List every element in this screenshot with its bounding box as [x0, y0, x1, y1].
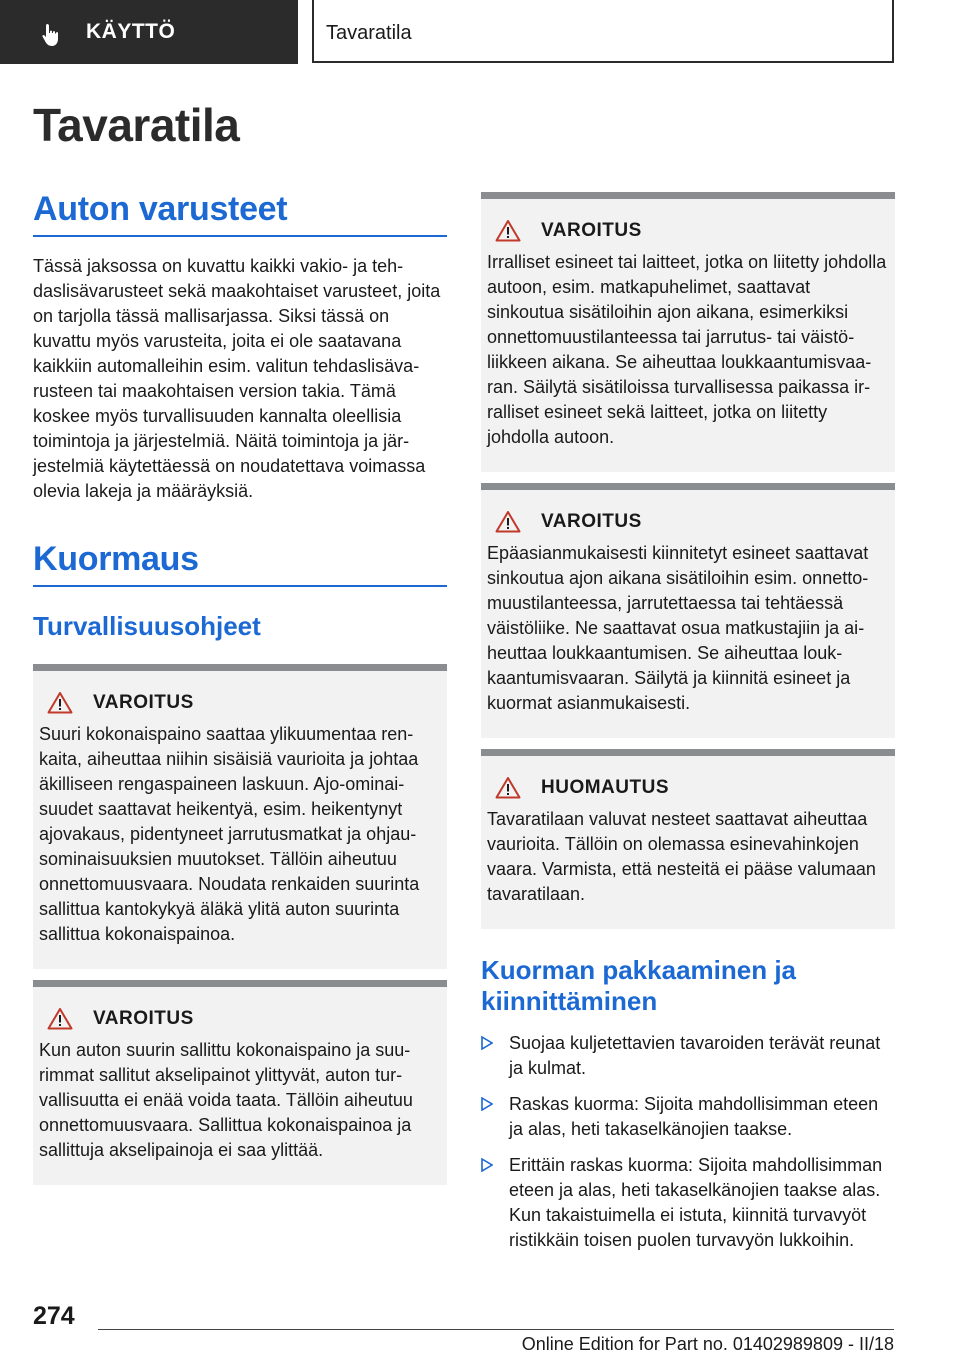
warning-label: VAROITUS: [93, 1007, 194, 1029]
warning-triangle-icon: [495, 510, 521, 533]
step-triangle-icon: [481, 1158, 493, 1172]
page-number: 274: [33, 1302, 75, 1330]
section-tab: [0, 0, 298, 64]
hand-pointer-icon: [40, 22, 66, 48]
step-triangle-icon: [481, 1097, 493, 1111]
warning-label: VAROITUS: [541, 510, 642, 532]
step-list: [481, 1031, 895, 1253]
list-item: [481, 1031, 895, 1081]
warning-text: Irralliset esineet tai laitteet, jotka on liitetty johdolla autoon, esim. matkapuhelimet, saattavat sinkoutua sisätiloihin ajon aikana, esimerkiksi onnettomuustilanteessa tai jarrutus- tai väistöliikkeen aikana. Se aiheuttaa loukkaantumisvaaran. Säilytä sisätiloissa turvallisessa paikassa irralliset esineet sekä laitteet, jotka on liitetty johdolla autoon.: [487, 252, 887, 447]
notice-text: Tavaratilaan valuvat nesteet saattavat aiheuttaa vaurioita. Tällöin on olemassa esinevahinkojen vaara. Varmista, että nesteitä ei pääse valumaan tavaratilaan.: [487, 809, 876, 904]
equipment-heading: Auton varusteet: [33, 190, 447, 237]
right-column: [481, 190, 895, 1264]
warning-text: Kun auton suurin sallittu kokonaispaino ja suurimmat sallitut akselipainot ylittyvät, auton turvallisuutta ei enää voida taata. Tällöin aiheutuu onnettomuusvaara. Sallittua kokonaispainoa ja sallittuja akselipainoja ei saa ylittää.: [39, 1040, 413, 1160]
loading-heading: Kuormaus: [33, 540, 447, 587]
list-item: [481, 1153, 895, 1253]
warning-label: VAROITUS: [541, 219, 642, 241]
warning-box: [481, 483, 895, 738]
notice-box: [481, 749, 895, 929]
section-label: KÄYTTÖ: [86, 20, 176, 43]
topic-label: Tavaratila: [326, 22, 412, 44]
warning-label: VAROITUS: [93, 691, 194, 713]
step-text: Raskas kuorma: Sijoita mahdollisimman eteen ja alas, heti takaselkänojien taakse.: [509, 1094, 879, 1139]
left-column: [33, 190, 447, 1185]
step-text: Suojaa kuljetettavien tavaroiden terävät reunat ja kulmat.: [509, 1033, 881, 1078]
warning-text: Epäasianmukaisesti kiinnitetyt esineet saattavat sinkoutua ajon aikana sisätiloihin esim. onnettomuustilanteessa, jarrutettaessa tai tehtäessä väistöliike. Ne saattavat osua matkustajiin ja aiheuttaa loukkaantumisen. Se aiheuttaa loukkaantumisvaaran. Säilytä ja kiinnitä esineet ja kuormat asianmukaisesti.: [487, 543, 869, 713]
step-triangle-icon: [481, 1036, 493, 1050]
footer-divider: [98, 1329, 894, 1330]
topic-header: [312, 0, 894, 63]
equipment-text: Tässä jaksossa on kuvattu kaikki vakio- ja tehdaslisävarusteet sekä maakohtaiset varusteet, joita on tarjolla tässä mallisarjassa. Siksi tässä on kuvattu myös varusteita, joita ei ole saatavana kaikkiin automalleihin esim. valitun tehdaslisävarusteen tai maakohtaisen version takia. Tämä koskee myös turvallisuuden kannalta oleellisia toimintoja ja järjestelmiä. Näitä toimintoja ja järjestelmiä käytettäessä on noudatettava voimassa olevia lakeja ja määräyksiä.: [33, 256, 441, 501]
warning-box: [33, 664, 447, 969]
notice-label: HUOMAUTUS: [541, 776, 669, 798]
warning-triangle-icon: [47, 1007, 73, 1030]
list-item: [481, 1092, 895, 1142]
page-title: Tavaratila: [33, 99, 240, 151]
safety-heading: Turvallisuusohjeet: [33, 611, 261, 641]
warning-box: [33, 980, 447, 1185]
packing-heading: Kuorman pakkaaminen ja kiinnittäminen: [481, 955, 796, 1016]
warning-triangle-icon: [495, 776, 521, 799]
warning-box: [481, 192, 895, 472]
edition-text: Online Edition for Part no. 01402989809 - II/18: [521, 1334, 894, 1354]
warning-text: Suuri kokonaispaino saattaa ylikuumentaa renkaita, aiheuttaa niihin sisäisiä vaurioita ja johtaa äkilliseen rengaspaineen laskuun. Ajo-ominaisuudet saattavat heikentyä, esim. heikentynyt ajovakaus, pidentyneet jarrutusmatkat ja ohjausominaisuuksien muutokset. Tällöin aiheutuu onnettomuusvaara. Noudata renkaiden suurinta sallittua kantokykyä äläkä ylitä auton suurinta sallittua kokonaispainoa.: [39, 724, 420, 944]
warning-triangle-icon: [47, 691, 73, 714]
step-text: Erittäin raskas kuorma: Sijoita mahdollisimman eteen ja alas, heti takaselkänojien taakse alas. Kun takaistuimella ei istuta, kiinnitä turvavyöt ristikkäin toisen puolen turvavyön lukkoihin.: [509, 1155, 883, 1250]
warning-triangle-icon: [495, 219, 521, 242]
